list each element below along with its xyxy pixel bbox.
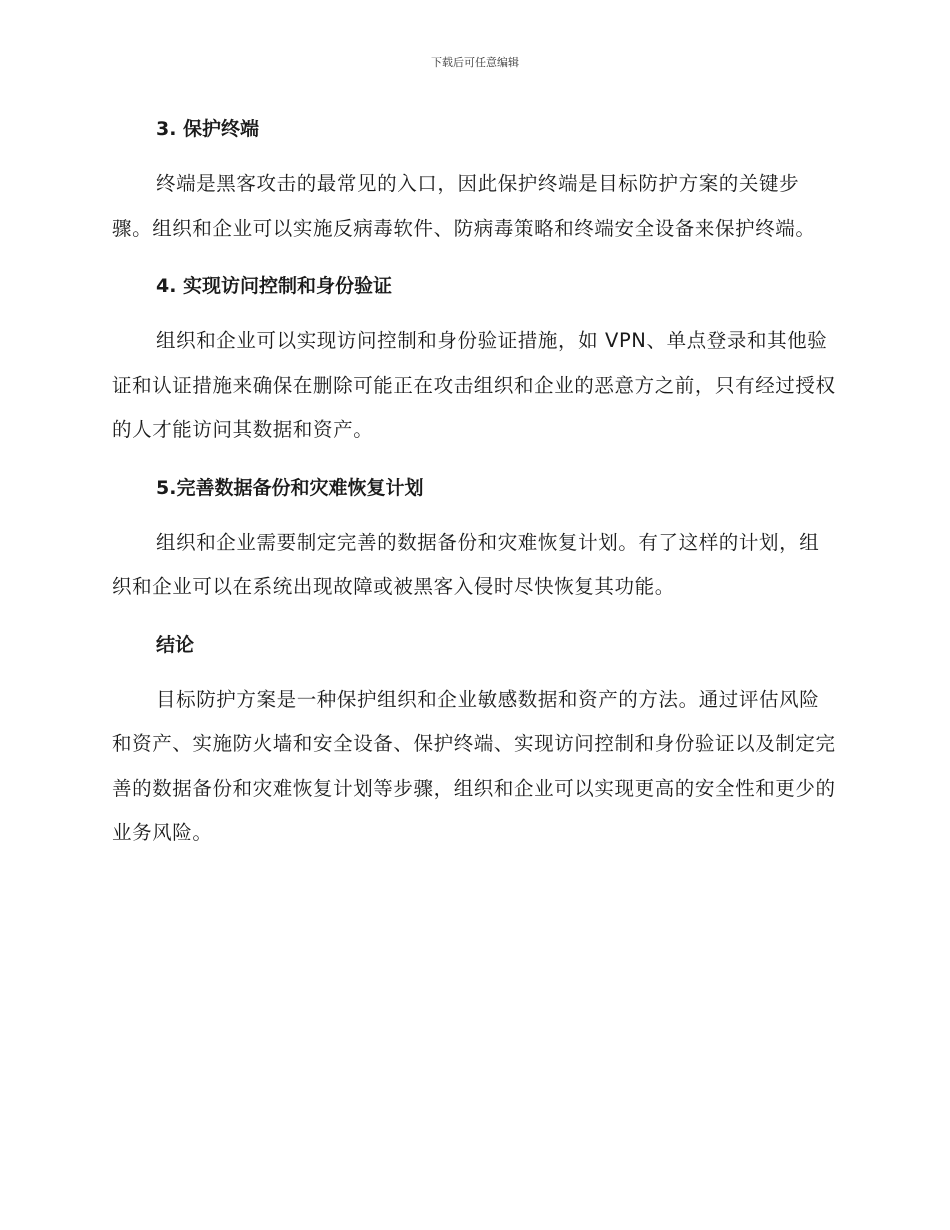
section-backup-recovery	[112, 469, 838, 626]
section-paragraph: 目标防护方案是一种保护组织和企业敏感数据和资产的方法。通过评估风险和资产、实施防火墙和安全设备、保护终端、实现访问控制和身份验证以及制定完善的数据备份和灾难恢复计划等步骤，组织和企业可以实现更高的安全性和更少的业务风险。	[112, 687, 836, 844]
section-heading: 3. 保护终端	[156, 118, 260, 140]
section-conclusion	[112, 626, 838, 856]
section-paragraph: 组织和企业可以实现访问控制和身份验证措施，如 VPN、单点登录和其他验证和认证措施来确保在删除可能正在攻击组织和企业的恶意方之前，只有经过授权的人才能访问其数据和资产。	[112, 329, 836, 441]
document-body	[112, 110, 838, 856]
section-paragraph: 终端是黑客攻击的最常见的入口，因此保护终端是目标防护方案的关键步骤。组织和企业可以实施反病毒软件、防病毒策略和终端安全设备来保护终端。	[112, 172, 816, 240]
section-heading: 5.完善数据备份和灾难恢复计划	[156, 476, 424, 499]
section-paragraph: 组织和企业需要制定完善的数据备份和灾难恢复计划。有了这样的计划，组织和企业可以在系统出现故障或被黑客入侵时尽快恢复其功能。	[112, 530, 820, 598]
section-heading: 结论	[156, 633, 195, 656]
section-access-control	[112, 267, 838, 469]
section-heading: 4. 实现访问控制和身份验证	[156, 275, 393, 297]
page-header: 下载后可任意编辑	[431, 56, 519, 69]
section-protect-endpoints	[112, 110, 838, 267]
